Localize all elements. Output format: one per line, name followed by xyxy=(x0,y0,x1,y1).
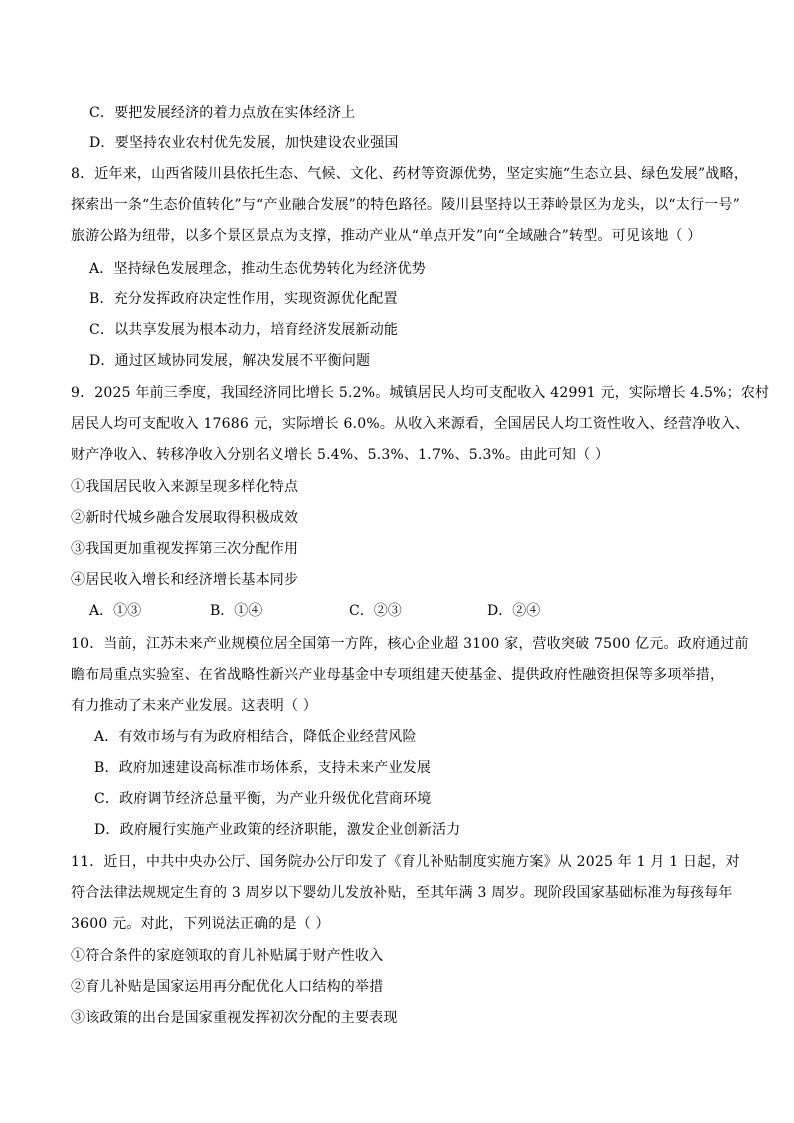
q7-option-d: D．要坚持农业农村优先发展，加快建设农业强国 xyxy=(89,135,399,151)
q8-stem-line1: 8．近年来，山西省陵川县依托生态、气候、文化、药材等资源优势，坚定实施“生态立县、绿色发展”战略， xyxy=(71,166,749,182)
q9-choice-c: C．②③ xyxy=(349,603,402,619)
q9-stem-line2: 居民人均可支配收入 17686 元，实际增长 6.0%。从收入来源看，全国居民人均工资性收入、经营净收入、 xyxy=(71,416,750,432)
q9-choice-b: B．①④ xyxy=(210,603,263,619)
q10-stem-line2: 瞻布局重点实验室、在省战略性新兴产业母基金中专项组建天使基金、提供政府性融资担保等多项举措， xyxy=(71,667,725,683)
q10-option-c: C．政府调节经济总量平衡，为产业升级优化营商环境 xyxy=(94,791,432,807)
q9-item-1: ①我国居民收入来源呈现多样化特点 xyxy=(71,479,299,495)
q9-stem-line3: 财产净收入、转移净收入分别名义增长 5.4%、5.3%、1.7%、5.3%。由此可知（ ） xyxy=(71,447,610,463)
q10-option-d: D．政府履行实施产业政策的经济职能，激发企业创新活力 xyxy=(94,822,461,838)
q10-option-b: B．政府加速建设高标准市场体系，支持未来产业发展 xyxy=(94,760,432,776)
q8-option-b: B．充分发挥政府决定性作用，实现资源优化配置 xyxy=(89,291,398,307)
q8-stem-line3: 旅游公路为纽带，以多个景区景点为支撑，推动产业从“单点开发”向“全域融合”转型。可见该地（ ） xyxy=(71,228,702,244)
q11-item-3: ③该政策的出台是国家重视发挥初次分配的主要表现 xyxy=(71,1010,398,1026)
q10-stem-line3: 有力推动了未来产业发展。这表明（ ） xyxy=(71,698,318,714)
q8-option-a: A．坚持绿色发展理念，推动生态优势转化为经济优势 xyxy=(89,261,426,277)
q11-stem-line3: 3600 元。对此，下列说法正确的是（ ） xyxy=(71,916,330,932)
q8-stem-line2: 探索出一条“生态价值转化”与“产业融合发展”的特色路径。陵川县坚持以王莽岭景区为龙头，以“太行一号” xyxy=(71,197,740,213)
q11-item-2: ②育儿补贴是国家运用再分配优化人口结构的举措 xyxy=(71,979,384,995)
q11-stem-line2: 符合法律法规规定生育的 3 周岁以下婴幼儿发放补贴，至其年满 3 周岁。现阶段国家基础标准为每孩每年 xyxy=(71,885,733,901)
q7-option-c: C．要把发展经济的着力点放在实体经济上 xyxy=(89,105,356,121)
q9-item-2: ②新时代城乡融合发展取得积极成效 xyxy=(71,510,299,526)
q10-stem-line1: 10．当前，江苏未来产业规模位居全国第一方阵，核心企业超 3100 家，营收突破 7500 亿元。政府通过前 xyxy=(71,636,749,652)
q9-item-4: ④居民收入增长和经济增长基本同步 xyxy=(71,572,299,588)
q8-option-c: C．以共享发展为根本动力，培育经济发展新动能 xyxy=(89,322,399,338)
q9-item-3: ③我国更加重视发挥第三次分配作用 xyxy=(71,541,299,557)
q10-option-a: A．有效市场与有为政府相结合，降低企业经营风险 xyxy=(94,729,417,745)
q9-choice-a: A．①③ xyxy=(89,603,142,619)
q11-item-1: ①符合条件的家庭领取的育儿补贴属于财产性收入 xyxy=(71,948,384,964)
q8-option-d: D．通过区域协同发展，解决发展不平衡问题 xyxy=(89,353,371,369)
q11-stem-line1: 11．近日，中共中央办公厅、国务院办公厅印发了《育儿补贴制度实施方案》从 2025 年 1 月 1 日起，对 xyxy=(71,854,740,870)
q9-stem-line1: 9．2025 年前三季度，我国经济同比增长 5.2%。城镇居民人均可支配收入 42991 元，实际增长 4.5%；农村 xyxy=(71,385,770,401)
q9-choice-d: D．②④ xyxy=(487,603,541,619)
